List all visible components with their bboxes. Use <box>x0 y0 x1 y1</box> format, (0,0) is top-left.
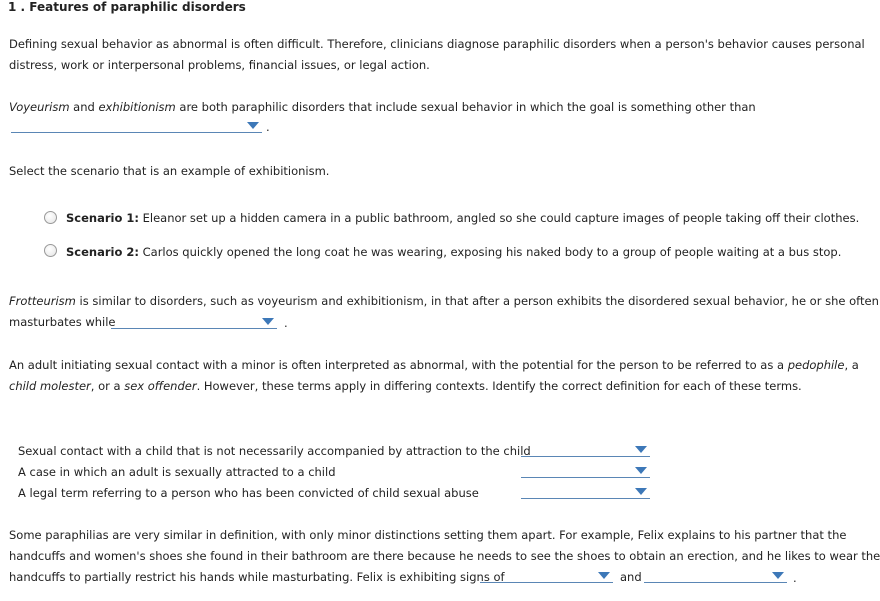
frotteurism-line-2: masturbates while <box>9 315 116 329</box>
scenario-1-radio[interactable] <box>44 211 57 224</box>
voyeurism-and: and <box>69 100 99 114</box>
child-molester-term: child molester <box>9 379 91 393</box>
scenario-1-text: Eleanor set up a hidden camera in a public bathroom, angled so she could capture images of people taking off their clothes. <box>138 211 860 225</box>
definition-3-text: A legal term referring to a person who has been convicted of child sexual abuse <box>18 486 479 500</box>
felix-line-1: Some paraphilias are very similar in definition, with only minor distinctions setting them apart. For example, Felix explains to his partner that the <box>9 528 847 542</box>
adult-contact-line-1: An adult initiating sexual contact with a minor is often interpreted as abnormal, with the potential for the person to be referred to as a pedophile, a <box>9 358 859 372</box>
exhibitionism-term: exhibitionism <box>98 100 176 114</box>
sex-offender-term: sex offender <box>124 379 197 393</box>
scenario-2-text: Carlos quickly opened the long coat he was wearing, exposing his naked body to a group of people waiting at a bus stop. <box>138 245 842 259</box>
frotteurism-period: . <box>284 316 288 330</box>
frotteurism-term: Frotteurism <box>9 294 76 308</box>
felix-line-2: handcuffs and women's shoes she found in their bathroom are there because he needs to see the shoes to obtain an erection, and he likes to wear the <box>9 549 880 563</box>
scenario-1-title: Scenario 1: <box>66 211 139 225</box>
intro-line-1: Defining sexual behavior as abnormal is often difficult. Therefore, clinicians diagnose paraphilic disorders when a person's behavior causes personal <box>9 37 865 51</box>
definition-2-text: A case in which an adult is sexually attracted to a child <box>18 465 336 479</box>
masturbates-while-dropdown[interactable] <box>111 315 277 329</box>
chevron-down-icon <box>262 318 274 325</box>
chevron-down-icon <box>635 446 647 453</box>
question-title: Features of paraphilic disorders <box>29 0 246 14</box>
frotteurism-sentence <box>9 294 879 308</box>
definition-1-dropdown[interactable] <box>521 443 650 457</box>
adult-contact-line-2: child molester, or a sex offender. However, these terms apply in differing contexts. Identify the correct definition for each of these terms. <box>9 379 802 393</box>
question-number: 1 . <box>8 0 26 14</box>
scenario-2-label[interactable] <box>66 245 841 259</box>
definition-3-dropdown[interactable] <box>521 485 650 499</box>
question-heading <box>8 0 246 14</box>
definition-1-text: Sexual contact with a child that is not necessarily accompanied by attraction to the child <box>18 444 531 458</box>
felix-paraphilia-2-dropdown[interactable] <box>644 569 787 583</box>
chevron-down-icon <box>598 572 610 579</box>
scenario-1-label[interactable] <box>66 211 859 225</box>
definition-2-dropdown[interactable] <box>521 464 650 478</box>
chevron-down-icon <box>772 572 784 579</box>
felix-and: and <box>620 570 642 584</box>
pedophile-term: pedophile <box>787 358 845 372</box>
chevron-down-icon <box>635 488 647 495</box>
voyeurism-rest: are both paraphilic disorders that include sexual behavior in which the goal is something other than <box>175 100 756 114</box>
felix-paraphilia-1-dropdown[interactable] <box>480 569 613 583</box>
voyeurism-sentence <box>9 100 756 114</box>
scenario-2-radio[interactable] <box>44 244 57 257</box>
felix-line-3: handcuffs to partially restrict his hands while masturbating. Felix is exhibiting signs of <box>9 570 505 584</box>
intro-line-2: distress, work or interpersonal problems, financial issues, or legal action. <box>9 58 430 72</box>
voyeurism-term: Voyeurism <box>9 100 70 114</box>
chevron-down-icon <box>247 122 259 129</box>
scenario-prompt: Select the scenario that is an example of exhibitionism. <box>9 164 330 178</box>
goal-dropdown[interactable] <box>11 119 262 133</box>
frotteurism-rest: is similar to disorders, such as voyeurism and exhibitionism, in that after a person exhibits the disordered sexual behavior, he or she often <box>75 294 879 308</box>
felix-period: . <box>793 571 797 585</box>
chevron-down-icon <box>635 467 647 474</box>
goal-period: . <box>266 120 270 134</box>
scenario-2-title: Scenario 2: <box>66 245 139 259</box>
